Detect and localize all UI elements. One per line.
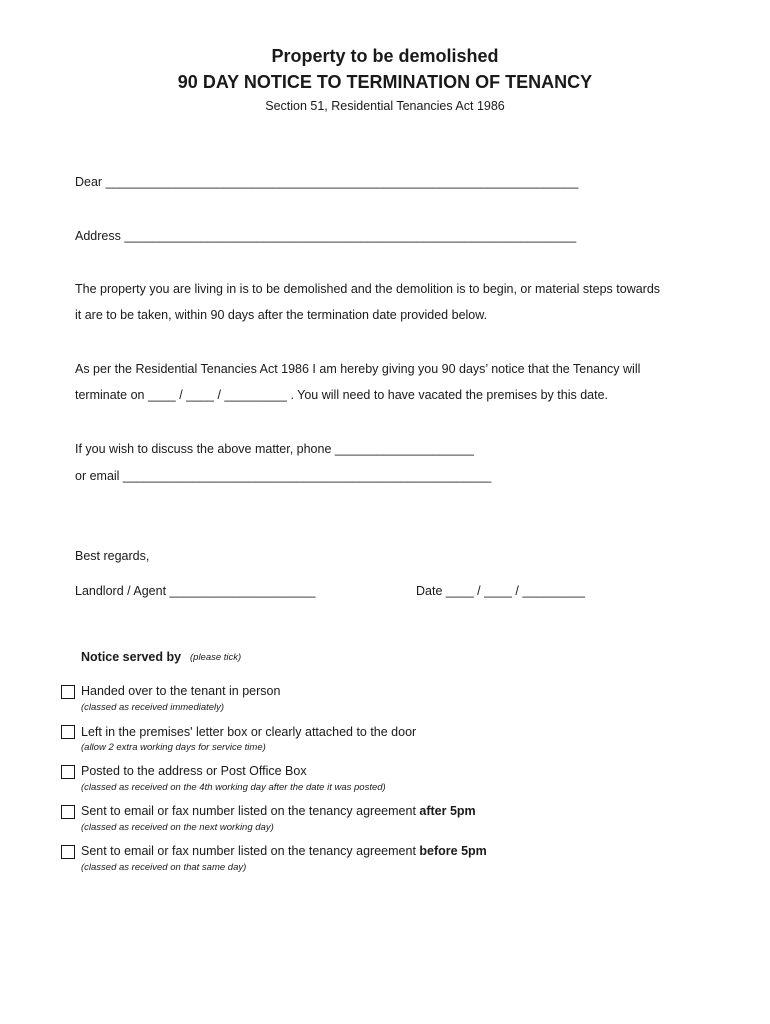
option-label: Sent to email or fax number listed on the tenancy agreement after 5pm [81,804,476,818]
option-label: Left in the premises' letter box or clearly attached to the door [81,725,417,739]
checkbox-handed-over[interactable] [61,685,75,699]
paragraph-1-line-1: The property you are living in is to be demolished and the demolition is to begin, or material steps towards [75,282,661,296]
paragraph-2-line-1: As per the Residential Tenancies Act 1986 I am hereby giving you 90 days’ notice that the Tenancy will [75,362,641,376]
paragraph-1-line-2: it are to be taken, within 90 days after the termination date provided below. [75,308,488,322]
option-note: (classed as received on the next working day) [81,822,274,833]
served-note: (please tick) [190,652,242,663]
address-field[interactable]: Address _________________________________________________________________ [75,229,577,243]
date-field[interactable]: Date ____ / ____ / _________ [416,584,585,598]
served-heading: Notice served by [81,650,182,664]
option-note: (classed as received immediately) [81,702,225,713]
option-note: (classed as received on that same day) [81,862,247,873]
termination-date-line[interactable]: terminate on ____ / ____ / _________ . You will need to have vacated the premises by this date. [75,388,609,402]
email-field[interactable]: or email _____________________________________________________ [75,469,492,483]
checkbox-email-after-5pm[interactable] [61,805,75,819]
title-line-1: Property to be demolished [271,46,499,66]
option-label: Handed over to the tenant in person [81,684,281,698]
option-label: Posted to the address or Post Office Box [81,764,307,778]
dear-field[interactable]: Dear ____________________________________________________________________ [75,175,579,189]
checkbox-posted[interactable] [61,765,75,779]
option-note: (allow 2 extra working days for service time) [81,742,266,753]
title-line-2: 90 DAY NOTICE TO TERMINATION OF TENANCY [177,72,593,92]
checkbox-email-before-5pm[interactable] [61,845,75,859]
checkbox-letter-box[interactable] [61,725,75,739]
signatory-field[interactable]: Landlord / Agent _____________________ [75,584,316,598]
subtitle: Section 51, Residential Tenancies Act 1986 [265,99,505,113]
phone-field[interactable]: If you wish to discuss the above matter, phone ____________________ [75,442,474,456]
option-label: Sent to email or fax number listed on the tenancy agreement before 5pm [81,844,487,858]
option-note: (classed as received on the 4th working day after the date it was posted) [81,782,386,793]
regards-text: Best regards, [75,549,150,563]
